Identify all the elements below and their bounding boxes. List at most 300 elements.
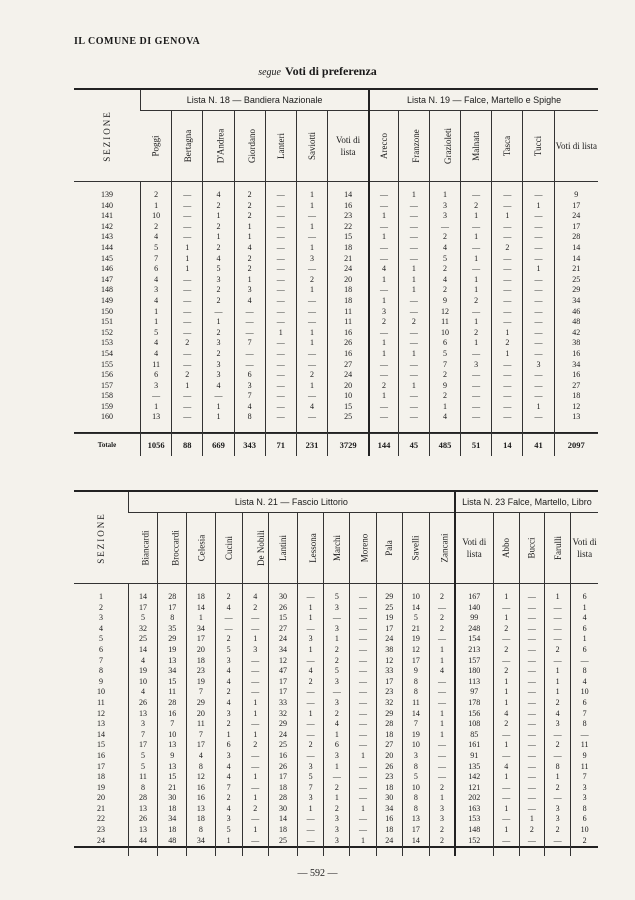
table-cell: 2 — [430, 783, 455, 794]
table-cell: 9 — [158, 751, 187, 762]
candidate-column-header — [158, 513, 187, 584]
table-cell: — — [461, 412, 492, 423]
table-cell: 7 — [234, 338, 265, 349]
table-cell: — — [265, 317, 296, 328]
table-cell: — — [265, 370, 296, 381]
table-cell: 29 — [187, 698, 215, 709]
table-cell: 1 — [398, 349, 429, 360]
table-cell: — — [492, 307, 523, 318]
table-cell: 33 — [376, 666, 402, 677]
table-cell: — — [172, 232, 203, 243]
table-cell: 1 — [461, 232, 492, 243]
table-cell: — — [298, 719, 324, 730]
table-cell: 9 — [402, 666, 429, 677]
table-cell: 32 — [128, 624, 157, 635]
table-cell: 16 — [328, 201, 370, 212]
table-cell: — — [369, 328, 398, 339]
table-cell: 9 — [554, 190, 598, 201]
candidate-name: Voti di lista — [336, 135, 361, 157]
table-cell: 146 — [101, 264, 113, 274]
table-cell: — — [523, 232, 554, 243]
table-row — [74, 412, 598, 423]
table-cell: 6 — [571, 814, 598, 825]
table-cell: 19 — [376, 613, 402, 624]
table-cell: 20 — [376, 751, 402, 762]
table-cell: 121 — [455, 783, 493, 794]
table-cell: 4 — [128, 687, 157, 698]
table-cell: 155 — [101, 359, 113, 369]
table-cell: 3 — [203, 275, 234, 286]
table-cell: 18 — [328, 285, 370, 296]
table-cell: 25 — [268, 836, 297, 847]
table-cell: 3 — [234, 285, 265, 296]
table-cell: 38 — [554, 338, 598, 349]
table-cell: 167 — [455, 592, 493, 603]
table-cell: 3 — [298, 793, 324, 804]
table-cell: — — [242, 677, 268, 688]
totals-cell: Totale — [74, 434, 141, 457]
table-cell: 15 — [268, 613, 297, 624]
table-cell: 3 — [128, 719, 157, 730]
table-cell: 1 — [296, 338, 327, 349]
candidate-name: Zancani — [439, 533, 450, 563]
table-cell: 1 — [298, 645, 324, 656]
candidate-column-header — [296, 111, 327, 182]
table-cell: 24 — [328, 264, 370, 275]
table-cell: — — [141, 391, 172, 402]
table-cell: 5 — [141, 243, 172, 254]
table-cell: 2 — [234, 190, 265, 201]
table-cell: 18 — [376, 730, 402, 741]
table-cell: 154 — [101, 348, 113, 358]
table-cell: 30 — [268, 804, 297, 815]
candidate-column-header — [430, 513, 455, 584]
table-cell: 3 — [324, 825, 350, 836]
subtitle-prefix: segue — [258, 67, 281, 78]
table-cell: — — [298, 825, 324, 836]
table-cell: 4 — [234, 402, 265, 413]
table-cell: 8 — [402, 793, 429, 804]
table-cell: 28 — [268, 793, 297, 804]
table-cell: 12 — [268, 656, 297, 667]
table-cell: 20 — [96, 793, 105, 803]
table-row — [74, 264, 598, 275]
table-cell: 2 — [324, 804, 350, 815]
table-cell: 5 — [128, 613, 157, 624]
table-cell: 1 — [203, 232, 234, 243]
table-cell: 17 — [554, 222, 598, 233]
table-cell: 21 — [158, 783, 187, 794]
candidate-name: Abbo — [501, 538, 512, 558]
table-cell: — — [398, 201, 429, 212]
table-cell: 4 — [369, 264, 398, 275]
table-cell: 30 — [268, 592, 297, 603]
table-cell: — — [430, 772, 455, 783]
table-cell: — — [296, 307, 327, 318]
table-row — [74, 328, 598, 339]
table-cell: 91 — [455, 751, 493, 762]
table-cell: 35 — [158, 624, 187, 635]
candidate-name: Saviotti — [306, 131, 317, 161]
table-cell: 4 — [128, 656, 157, 667]
table-cell: 152 — [455, 836, 493, 847]
table-cell: 18 — [187, 656, 215, 667]
table-cell: 1 — [429, 190, 460, 201]
table-cell: 1 — [461, 211, 492, 222]
table-cell: — — [519, 634, 544, 645]
preference-votes-table-1 — [74, 90, 598, 456]
table-cell: 3 — [98, 613, 103, 623]
table-cell: 1 — [242, 698, 268, 709]
table-cell: 1 — [215, 730, 242, 741]
table-cell: 14 — [328, 190, 370, 201]
table-cell: 4 — [324, 719, 350, 730]
candidate-name: Moreno — [359, 533, 370, 563]
table-cell: — — [350, 825, 376, 836]
table-cell: — — [172, 349, 203, 360]
table-row — [74, 254, 598, 265]
table-cell: 4 — [203, 381, 234, 392]
table-row — [74, 296, 598, 307]
table-cell: 2 — [430, 592, 455, 603]
table-cell: 2 — [544, 783, 570, 794]
table-cell: — — [544, 656, 570, 667]
table-cell: 28 — [158, 592, 187, 603]
table-cell: 163 — [455, 804, 493, 815]
table-cell: 4 — [571, 677, 598, 688]
table-cell: 12 — [402, 645, 429, 656]
table-cell: 3 — [544, 719, 570, 730]
table-cell: 1 — [461, 254, 492, 265]
table-cell: — — [172, 391, 203, 402]
table-cell: — — [492, 391, 523, 402]
table-cell: — — [461, 349, 492, 360]
candidate-name: Tucci — [533, 135, 544, 157]
table-cell: — — [492, 232, 523, 243]
table-cell: 24 — [376, 634, 402, 645]
totals-cell: 41 — [523, 434, 554, 457]
table-cell: 1 — [519, 814, 544, 825]
table-cell: 2 — [98, 602, 103, 612]
candidate-column-header — [215, 513, 242, 584]
candidate-column-header — [328, 111, 370, 182]
table-cell: 26 — [128, 698, 157, 709]
table-cell: 8 — [571, 666, 598, 677]
table-cell: 4 — [429, 412, 460, 423]
section-label: SEZIONE — [95, 511, 106, 564]
table-cell: — — [350, 666, 376, 677]
table-cell: 3 — [215, 751, 242, 762]
table-cell: 1 — [369, 296, 398, 307]
table-cell: — — [492, 296, 523, 307]
table-cell: 18 — [328, 296, 370, 307]
table-cell: 1 — [350, 804, 376, 815]
table-row — [74, 740, 598, 751]
table-cell: 142 — [455, 772, 493, 783]
table-cell: 1 — [493, 677, 519, 688]
table-cell: 2 — [429, 285, 460, 296]
table-cell: 1 — [369, 275, 398, 286]
table-cell: 2 — [172, 338, 203, 349]
table-cell: 2 — [215, 719, 242, 730]
table-cell: 19 — [402, 634, 429, 645]
table-cell: 153 — [101, 338, 113, 348]
table-cell: — — [350, 624, 376, 635]
candidate-name: Cucini — [223, 536, 234, 560]
table-cell: 1 — [265, 328, 296, 339]
table-cell: — — [369, 190, 398, 201]
candidate-name: Voti di lista — [572, 537, 597, 559]
totals-cell: 485 — [429, 434, 460, 457]
table-cell: 3 — [430, 814, 455, 825]
section-label: SEZIONE — [102, 109, 112, 162]
table-cell: 18 — [158, 825, 187, 836]
table-cell: 15 — [328, 402, 370, 413]
table-cell: 20 — [187, 709, 215, 720]
table-cell: — — [172, 211, 203, 222]
table-cell: 16 — [187, 793, 215, 804]
table-cell: 34 — [158, 814, 187, 825]
table-cell: 18 — [268, 825, 297, 836]
table-cell: 1 — [492, 349, 523, 360]
table-cell: — — [523, 381, 554, 392]
table-cell: — — [493, 793, 519, 804]
table-cell: 4 — [215, 804, 242, 815]
table-cell: 97 — [455, 687, 493, 698]
table-cell: 34 — [554, 296, 598, 307]
table-cell: 21 — [328, 254, 370, 265]
spacer-row — [74, 423, 598, 434]
table-cell: — — [519, 783, 544, 794]
table-cell: 2 — [141, 222, 172, 233]
table-cell: — — [523, 211, 554, 222]
table-cell: 19 — [96, 782, 105, 792]
table-cell: 2 — [141, 190, 172, 201]
table-cell: — — [523, 412, 554, 423]
table-cell: 159 — [101, 401, 113, 411]
table-cell: 27 — [268, 624, 297, 635]
table-cell: — — [298, 592, 324, 603]
table-cell: 2 — [430, 836, 455, 847]
candidate-name: Celesia — [195, 534, 206, 562]
table-cell: 2 — [203, 328, 234, 339]
table-cell: 1 — [234, 275, 265, 286]
table-cell: 1 — [493, 772, 519, 783]
table-cell: 10 — [402, 783, 429, 794]
table-cell: 2 — [203, 349, 234, 360]
table-cell: — — [492, 222, 523, 233]
totals-cell: 2097 — [554, 434, 598, 457]
table-cell: 2 — [429, 232, 460, 243]
table-cell: 1 — [215, 836, 242, 847]
table-cell: — — [296, 296, 327, 307]
table-cell: 3 — [141, 381, 172, 392]
table-cell: 145 — [101, 253, 113, 263]
table-cell: 24 — [268, 634, 297, 645]
table-cell: 25 — [268, 740, 297, 751]
table-cell: — — [298, 836, 324, 847]
table-cell: — — [519, 730, 544, 741]
table-cell: 14 — [402, 709, 429, 720]
table-cell: — — [369, 254, 398, 265]
table-cell: 8 — [402, 762, 429, 773]
table-cell: 17 — [268, 687, 297, 698]
totals-cell: 88 — [172, 434, 203, 457]
table-cell: — — [265, 211, 296, 222]
table-cell: — — [544, 836, 570, 847]
table-cell: 1 — [172, 264, 203, 275]
table-cell: 3 — [324, 677, 350, 688]
table-cell: 1 — [398, 275, 429, 286]
table-cell: 5 — [215, 825, 242, 836]
table-cell: 1 — [492, 211, 523, 222]
table-cell: 34 — [187, 836, 215, 847]
table-cell: — — [461, 402, 492, 413]
table-cell: — — [298, 698, 324, 709]
table-cell: — — [172, 201, 203, 212]
table-cell: 2 — [296, 275, 327, 286]
table-cell: 1 — [203, 402, 234, 413]
table-cell: 1 — [324, 762, 350, 773]
table-cell: — — [398, 307, 429, 318]
table-cell: 1 — [369, 349, 398, 360]
table-cell: 34 — [158, 666, 187, 677]
table-cell: 25 — [328, 412, 370, 423]
table-cell: 5 — [298, 772, 324, 783]
candidate-column-header — [376, 513, 402, 584]
table-cell: 2 — [429, 391, 460, 402]
table-cell: 13 — [141, 412, 172, 423]
table-cell: — — [350, 687, 376, 698]
table-cell: — — [369, 285, 398, 296]
table-cell: 14 — [402, 836, 429, 847]
table-row — [74, 360, 598, 371]
table-cell: 147 — [101, 274, 113, 284]
table-cell: 7 — [128, 730, 157, 741]
table-cell: 30 — [158, 793, 187, 804]
candidate-name: Biancardi — [140, 530, 151, 566]
page-subtitle — [0, 64, 635, 79]
table-cell: 3 — [296, 254, 327, 265]
table-cell: 24 — [328, 370, 370, 381]
table-row — [74, 349, 598, 360]
table-cell: — — [265, 402, 296, 413]
table-cell: 16 — [328, 328, 370, 339]
candidate-column-header — [398, 111, 429, 182]
table-cell: 3 — [242, 645, 268, 656]
table-cell: — — [350, 762, 376, 773]
table-cell: 1 — [296, 190, 327, 201]
table-cell: 4 — [215, 677, 242, 688]
totals-cell: 1056 — [141, 434, 172, 457]
table-cell: 3 — [298, 634, 324, 645]
table-cell: 85 — [455, 730, 493, 741]
table-cell: 27 — [328, 360, 370, 371]
candidate-column-header — [265, 111, 296, 182]
table-cell: — — [242, 751, 268, 762]
table-row — [74, 719, 598, 730]
candidate-name: Bucci — [526, 537, 537, 559]
table-cell: 5 — [324, 592, 350, 603]
section-header — [74, 90, 141, 182]
table-cell: 2 — [234, 201, 265, 212]
table-cell: — — [523, 328, 554, 339]
table-cell: 1 — [544, 592, 570, 603]
table-cell: 7 — [158, 719, 187, 730]
table-cell: 4 — [141, 232, 172, 243]
table-cell: 4 — [215, 772, 242, 783]
candidate-column-header — [324, 513, 350, 584]
table-cell: 3 — [324, 751, 350, 762]
table-cell: — — [493, 730, 519, 741]
table-cell: 20 — [328, 275, 370, 286]
table-row — [74, 836, 598, 847]
table-cell: 2 — [430, 613, 455, 624]
table-cell: — — [296, 391, 327, 402]
table-cell: 1 — [430, 709, 455, 720]
table-cell: 153 — [455, 814, 493, 825]
table-cell: — — [430, 634, 455, 645]
table-cell: 1 — [242, 793, 268, 804]
table-cell: 4 — [298, 666, 324, 677]
table-cell: 10 — [128, 677, 157, 688]
table-cell: 34 — [187, 624, 215, 635]
table-cell: 10 — [328, 391, 370, 402]
table-cell: — — [523, 285, 554, 296]
table-cell: 4 — [141, 338, 172, 349]
candidate-column-header — [172, 111, 203, 182]
table-cell: 140 — [455, 603, 493, 614]
table-cell: 2 — [215, 634, 242, 645]
table-cell: — — [242, 666, 268, 677]
table-cell: 5 — [215, 645, 242, 656]
table-cell: — — [298, 624, 324, 635]
table-cell: 4 — [141, 275, 172, 286]
table-cell: 11 — [187, 719, 215, 730]
table-cell: 48 — [158, 836, 187, 847]
table-cell: — — [492, 190, 523, 201]
table-cell: 8 — [571, 804, 598, 815]
table-cell: — — [172, 190, 203, 201]
candidate-name: Giordano — [246, 129, 257, 163]
table-cell: 18 — [554, 391, 598, 402]
table-cell: 161 — [455, 740, 493, 751]
table-cell: — — [492, 381, 523, 392]
table-cell: 25 — [376, 603, 402, 614]
table-cell: 4 — [234, 296, 265, 307]
table-cell: — — [265, 349, 296, 360]
table-cell: — — [519, 740, 544, 751]
table-cell: — — [265, 201, 296, 212]
table-cell: — — [234, 328, 265, 339]
preference-votes-table-2 — [74, 492, 598, 856]
table-row — [74, 762, 598, 773]
table-row — [74, 687, 598, 698]
table-cell: 149 — [101, 295, 113, 305]
table-cell: 4 — [429, 243, 460, 254]
table-cell: — — [350, 772, 376, 783]
table-cell: — — [523, 190, 554, 201]
table-cell: 99 — [455, 613, 493, 624]
table-cell: 2 — [493, 624, 519, 635]
table-cell: 1 — [298, 709, 324, 720]
table-row — [74, 634, 598, 645]
table-cell: 6 — [571, 645, 598, 656]
table-cell: 19 — [128, 666, 157, 677]
candidate-column-header — [429, 111, 460, 182]
table-cell: — — [265, 190, 296, 201]
table-cell: — — [519, 719, 544, 730]
